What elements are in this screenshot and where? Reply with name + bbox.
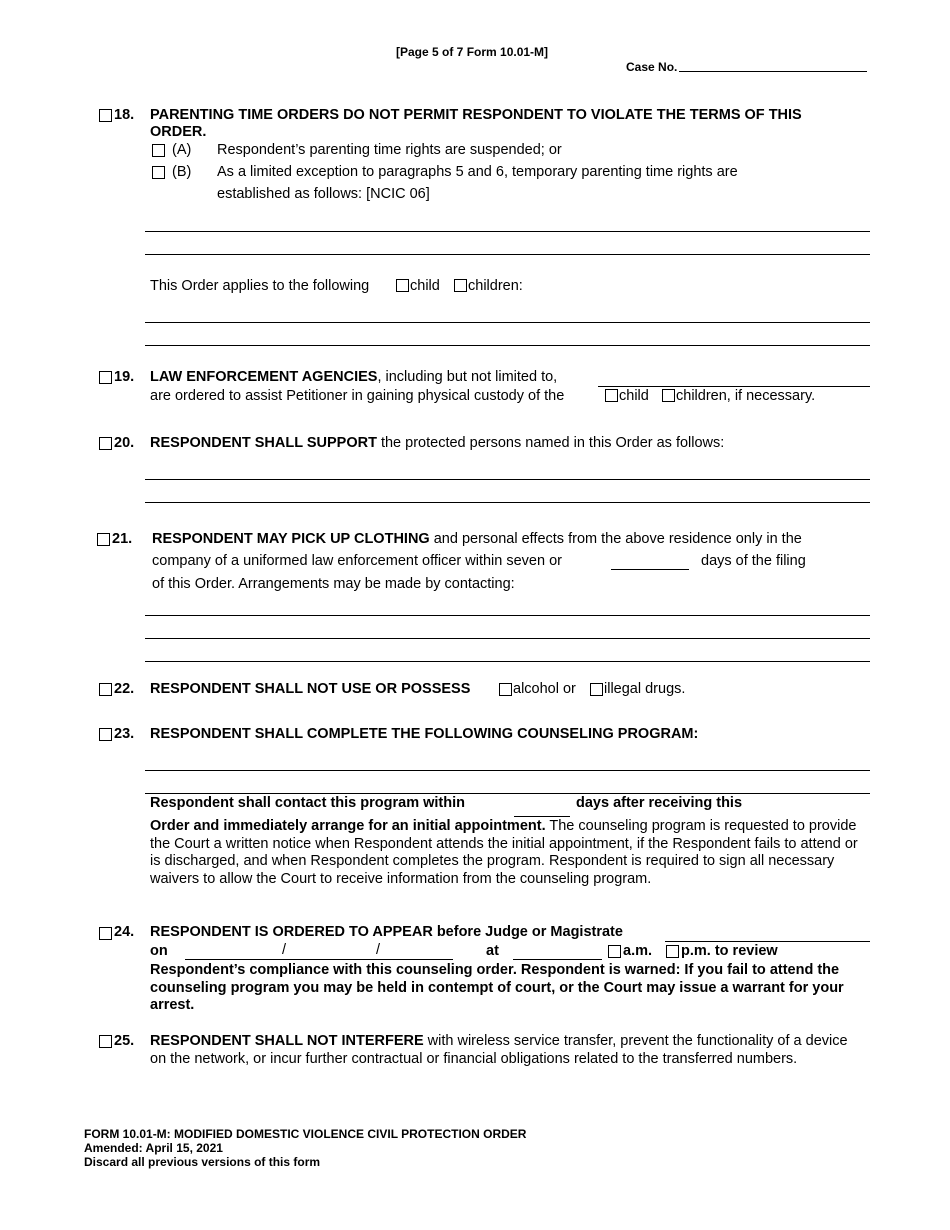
contact-line-2[interactable]	[145, 638, 870, 639]
section-19-number: 19.	[114, 369, 135, 385]
children-line-1[interactable]	[145, 322, 870, 323]
date-slash-2: /	[376, 942, 381, 958]
child-checkbox[interactable]	[396, 279, 409, 292]
option-b-checkbox[interactable]	[152, 166, 165, 179]
contact-text-a: Respondent shall contact this program within	[150, 795, 465, 811]
section-23-title: RESPONDENT SHALL COMPLETE THE FOLLOWING COUNSELING PROGRAM:	[150, 726, 699, 742]
children-label: children:	[468, 278, 523, 294]
section-20-checkbox[interactable]	[99, 437, 112, 450]
section-18-title-cont: ORDER.	[150, 124, 207, 140]
section-21-line1	[152, 531, 802, 548]
section-21-text3: of this Order. Arrangements may be made by contacting:	[152, 576, 515, 592]
option-b-text: As a limited exception to paragraphs 5 and 6, temporary parenting time rights are	[217, 164, 738, 180]
am-label: a.m.	[623, 943, 653, 959]
counseling-paragraph	[150, 818, 860, 888]
section-22-title: RESPONDENT SHALL NOT USE OR POSSESS	[150, 681, 471, 697]
option-a-text: Respondent’s parenting time rights are suspended; or	[217, 142, 562, 158]
option-a-label: (A)	[172, 142, 192, 158]
program-line-2[interactable]	[145, 793, 870, 794]
parenting-line-1[interactable]	[145, 231, 870, 232]
children-checkbox[interactable]	[454, 279, 467, 292]
section-24-title: RESPONDENT IS ORDERED TO APPEAR before Judge or Magistrate	[150, 924, 623, 940]
section-18-checkbox[interactable]	[99, 109, 112, 122]
page-label: [Page 5 of 7 Form 10.01-M]	[396, 45, 549, 59]
counseling-order-bold: Order and immediately arrange for an initial appointment.	[150, 818, 546, 834]
section-25-title: RESPONDENT SHALL NOT INTERFERE	[150, 1033, 424, 1049]
pm-checkbox[interactable]	[666, 945, 679, 958]
section-24-checkbox[interactable]	[99, 927, 112, 940]
applies-text: This Order applies to the following	[150, 278, 370, 294]
section-18-title: PARENTING TIME ORDERS DO NOT PERMIT RESPONDENT TO VIOLATE THE TERMS OF THIS	[150, 107, 802, 123]
s19-children-label: children, if necessary.	[676, 388, 816, 404]
program-line-1[interactable]	[145, 770, 870, 771]
counseling-order-text: The counseling program is requested to provide the Court a written notice when Respondent attends the initial appointment, if the Respondent fails to attend or is discharged, and when Respondent completes the program. Respondent is required to sign all necessary waivers to allow the Court to receive information from the counseling program.	[150, 818, 858, 887]
case-no-label: Case No.	[626, 60, 678, 74]
section-20-title: RESPONDENT SHALL SUPPORT	[150, 435, 377, 451]
am-checkbox[interactable]	[608, 945, 621, 958]
section-23-number: 23.	[114, 726, 135, 742]
s19-child-label: child	[619, 388, 649, 404]
judge-field[interactable]	[665, 941, 870, 942]
section-25-number: 25.	[114, 1033, 135, 1049]
footer-discard: Discard all previous versions of this form	[84, 1155, 321, 1169]
days-field[interactable]	[611, 569, 689, 570]
section-19-line1	[150, 369, 557, 386]
section-19-text1: , including but not limited to,	[377, 369, 558, 385]
pm-label: p.m. to review	[681, 943, 778, 959]
support-line-2[interactable]	[145, 502, 870, 503]
section-25-checkbox[interactable]	[99, 1035, 112, 1048]
section-25-text: with wireless service transfer, prevent the functionality of a device on the network, or incur further contractual or financial obligations related to the transferred numbers.	[150, 1033, 848, 1067]
children-line-2[interactable]	[145, 345, 870, 346]
section-20-line	[150, 435, 724, 452]
section-21-text2a: company of a uniformed law enforcement officer within seven or	[152, 553, 562, 569]
section-22-checkbox[interactable]	[99, 683, 112, 696]
s19-child-checkbox[interactable]	[605, 389, 618, 402]
section-21-number: 21.	[112, 531, 133, 547]
time-field[interactable]	[513, 959, 602, 960]
section-22-number: 22.	[114, 681, 135, 697]
support-line-1[interactable]	[145, 479, 870, 480]
contact-line-1[interactable]	[145, 615, 870, 616]
contact-days-field[interactable]	[514, 816, 570, 817]
section-25-paragraph	[150, 1033, 862, 1068]
date-slash-1: /	[282, 942, 287, 958]
drugs-label: illegal drugs.	[604, 681, 686, 697]
child-label: child	[410, 278, 440, 294]
section-19-text2: are ordered to assist Petitioner in gaining physical custody of the	[150, 388, 565, 404]
option-b-label: (B)	[172, 164, 192, 180]
footer-amended: Amended: April 15, 2021	[84, 1141, 223, 1155]
at-label: at	[486, 943, 499, 959]
contact-line-3[interactable]	[145, 661, 870, 662]
section-19-checkbox[interactable]	[99, 371, 112, 384]
option-a-checkbox[interactable]	[152, 144, 165, 157]
section-20-number: 20.	[114, 435, 135, 451]
option-b-text-cont: established as follows: [NCIC 06]	[217, 186, 430, 202]
section-24-warning: Respondent’s compliance with this counseling order. Respondent is warned: If you fail to attend the counseling program you may be held in contempt of court, or the Court may issue a warrant for your arrest.	[150, 962, 844, 1014]
date-field[interactable]	[185, 959, 453, 960]
case-no-field[interactable]	[679, 71, 867, 72]
section-23-checkbox[interactable]	[99, 728, 112, 741]
section-20-text: the protected persons named in this Order as follows:	[376, 435, 725, 451]
s19-children-checkbox[interactable]	[662, 389, 675, 402]
section-24-number: 24.	[114, 924, 135, 940]
section-18-number: 18.	[114, 107, 135, 123]
section-21-title: RESPONDENT MAY PICK UP CLOTHING	[152, 531, 430, 547]
section-21-text1: and personal effects from the above residence only in the	[429, 531, 802, 547]
section-21-checkbox[interactable]	[97, 533, 110, 546]
contact-text-b: days after receiving this	[576, 795, 743, 811]
agency-field[interactable]	[598, 386, 870, 387]
footer-form-title: FORM 10.01-M: MODIFIED DOMESTIC VIOLENCE CIVIL PROTECTION ORDER	[84, 1127, 527, 1141]
alcohol-label: alcohol or	[513, 681, 576, 697]
drugs-checkbox[interactable]	[590, 683, 603, 696]
section-19-title: LAW ENFORCEMENT AGENCIES	[150, 369, 378, 385]
section-21-text2b: days of the filing	[701, 553, 806, 569]
alcohol-checkbox[interactable]	[499, 683, 512, 696]
on-label: on	[150, 943, 168, 959]
parenting-line-2[interactable]	[145, 254, 870, 255]
